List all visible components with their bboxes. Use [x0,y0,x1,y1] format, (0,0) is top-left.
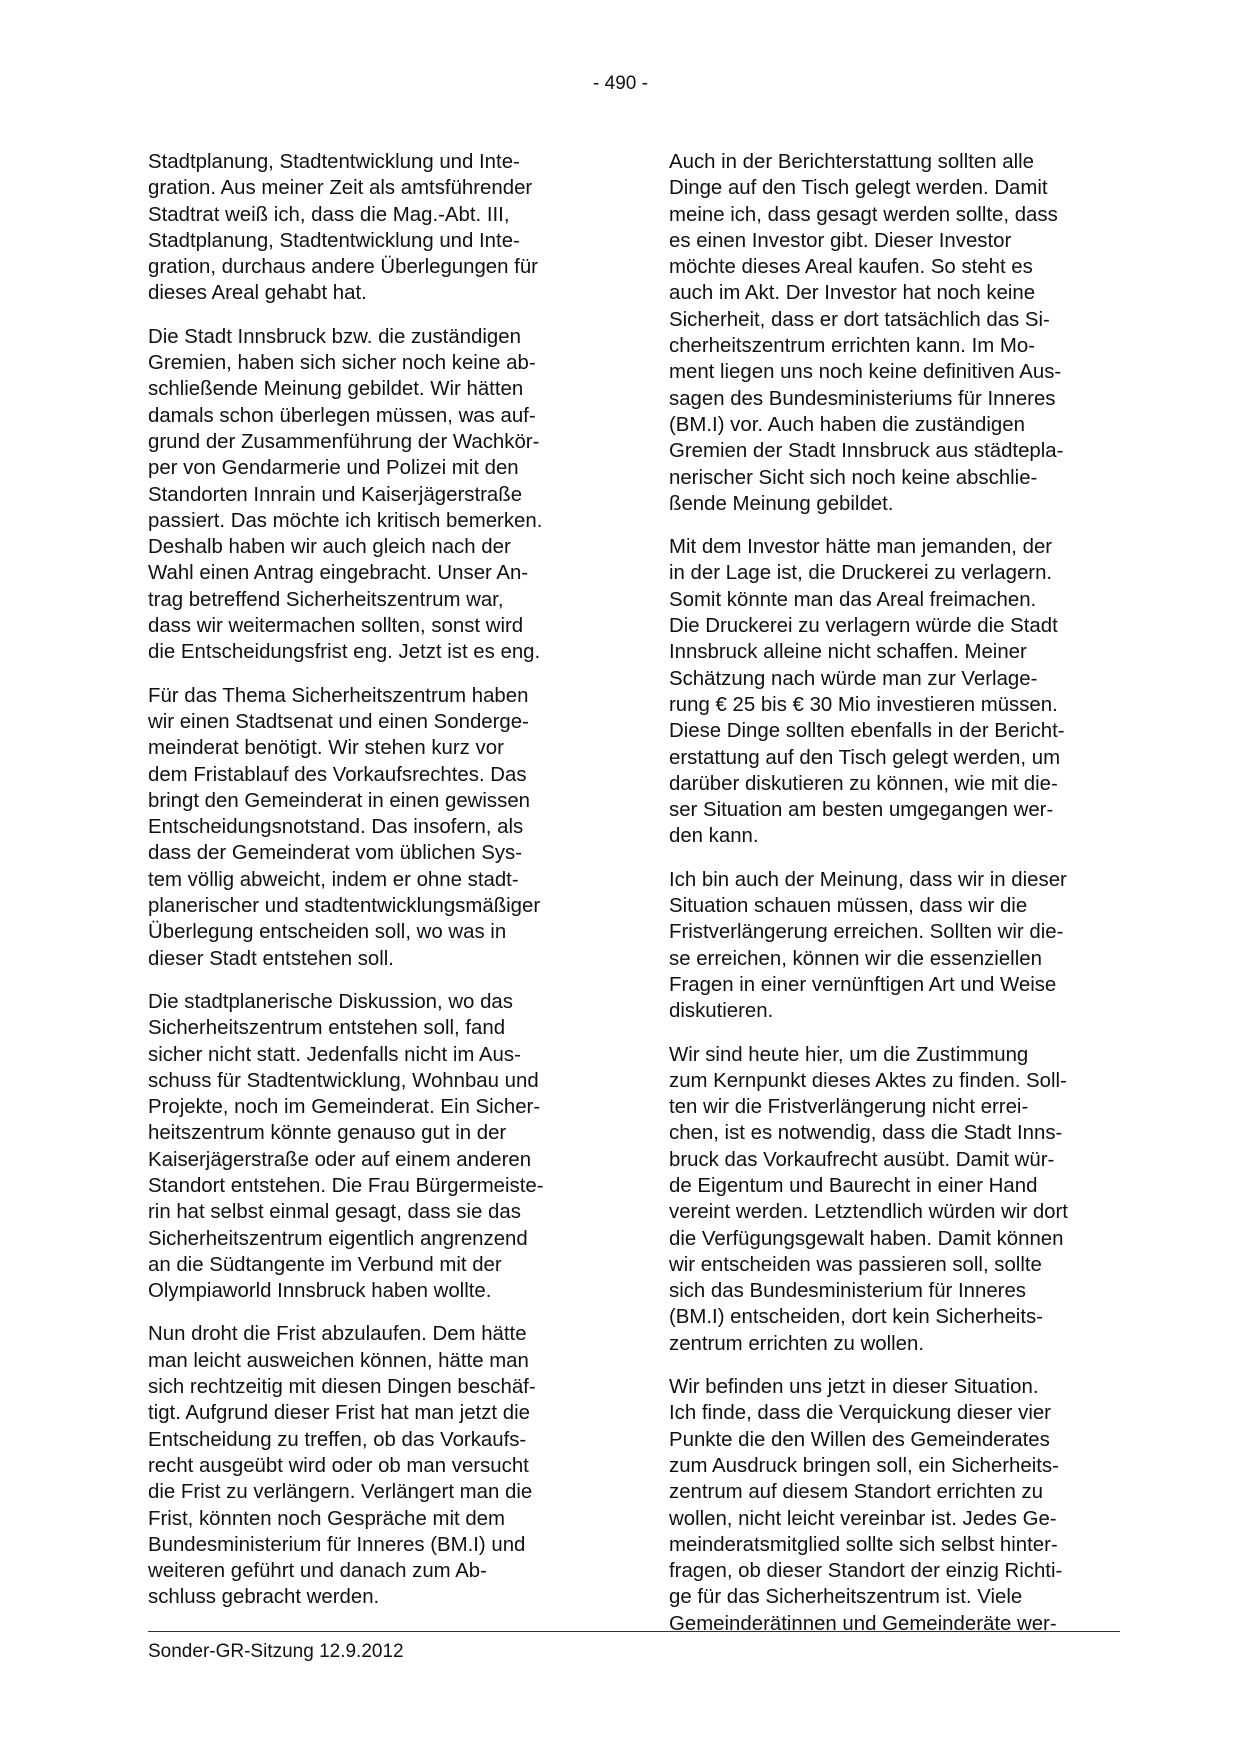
page-number: - 490 - [593,73,648,94]
paragraph: Ich bin auch der Meinung, dass wir in dieser Situation schauen müssen, dass wir die Fristverlängerung erreichen. Sollten wir die- se erreichen, können wir die essenziellen Fragen in einer vernünftigen Art und Weise diskutieren. [669,868,1067,1023]
right-column [669,149,1109,1654]
paragraph: Auch in der Berichterstattung sollten alle Dinge auf den Tisch gelegt werden. Damit meine ich, dass gesagt werden sollte, dass es einen Investor gibt. Dieser Investor möchte dieses Areal kaufen. So steht es auch im Akt. Der Investor hat noch keine Sicherheit, dass er dort tatsächlich das Si- cherheitszentrum errichten kann. Im Mo- ment liegen uns noch keine definitiven Aus- sagen des Bundesministeriums für Inneres (BM.I) vor. Auch haben die zuständigen Gremien der Stadt Innsbruck aus städtepla- nerischer Sicht sich noch keine abschlie- ßende Meinung gebildet. [669,151,1064,515]
paragraph: Die stadtplanerische Diskussion, wo das Sicherheitszentrum entstehen soll, fand sicher nicht statt. Jedenfalls nicht im Aus- schuss für Stadtentwicklung, Wohnbau und Projekte, noch im Gemeinderat. Ein Sicher- heitszentrum könnte genauso gut in der Kaiserjägerstraße oder auf einem anderen Standort entstehen. Die Frau Bürgermeiste- rin hat selbst einmal gesagt, dass sie das Sicherheitszentrum eigentlich angrenzend an die Südtangente im Verbund mit der Olympiaworld Innsbruck haben wollte. [148,990,544,1303]
footer-session-label: Sonder-GR-Sitzung 12.9.2012 [148,1641,404,1662]
paragraph: Wir befinden uns jetzt in dieser Situation. Ich finde, dass die Verquickung dieser vier Punkte die den Willen des Gemeinderates zum Ausdruck bringen soll, ein Sicherheits- zentrum auf diesem Standort errichten zu wollen, nicht leicht vereinbar ist. Jedes Ge- meinderatsmitglied sollte sich selbst hinter- fragen, ob dieser Standort der einzig Richti- ge für das Sicherheitszentrum ist. Viele Gemeinderätinnen und Gemeinderäte wer- [669,1376,1063,1635]
footer-divider [148,1631,1120,1632]
paragraph: Mit dem Investor hätte man jemanden, der in der Lage ist, die Druckerei zu verlagern. Somit könnte man das Areal freimachen. Die Druckerei zu verlagern würde die Stadt Innsbruck alleine nicht schaffen. Meiner Schätzung nach würde man zur Verlage- rung € 25 bis € 30 Mio investieren müssen. Diese Dinge sollten ebenfalls in der Bericht- erstattung auf den Tisch gelegt werden, um darüber diskutieren zu können, wie mit die- ser Situation am besten umgegangen wer- den kann. [669,536,1065,848]
paragraph: Die Stadt Innsbruck bzw. die zuständigen Gremien, haben sich sicher noch keine ab- schließende Meinung gebildet. Wir hätten damals schon überlegen müssen, was auf- grund der Zusammenführung der Wachkör- per von Gendarmerie und Polizei mit den Standorten Innrain und Kaiserjägerstraße passiert. Das möchte ich kritisch bemerken. Deshalb haben wir auch gleich nach der Wahl einen Antrag eingebracht. Unser An- trag betreffend Sicherheitszentrum war, dass wir weitermachen sollten, sonst wird die Entscheidungsfrist eng. Jetzt ist es eng. [148,325,543,664]
left-column [148,149,588,1628]
paragraph: Nun droht die Frist abzulaufen. Dem hätte man leicht ausweichen können, hätte man sich rechtzeitig mit diesen Dingen beschäf- tigt. Aufgrund dieser Frist hat man jetzt die Entscheidung zu treffen, ob das Vorkaufs- recht ausgeübt wird oder ob man versucht die Frist zu verlängern. Verlängert man die Frist, könnten noch Gespräche mit dem Bundesministerium für Inneres (BM.I) und weiteren geführt und danach zum Ab- schluss gebracht werden. [148,1323,536,1609]
paragraph: Für das Thema Sicherheitszentrum haben wir einen Stadtsenat und einen Sonderge- meinderat benötigt. Wir stehen kurz vor dem Fristablauf des Vorkaufsrechtes. Das bringt den Gemeinderat in einen gewissen Entscheidungsnotstand. Das insofern, als dass der Gemeinderat vom üblichen Sys- tem völlig abweicht, indem er ohne stadt- planerischer und stadtentwicklungsmäßiger Überlegung entscheiden soll, wo was in dieser Stadt entstehen soll. [148,684,541,970]
paragraph: Stadtplanung, Stadtentwicklung und Inte- gration. Aus meiner Zeit als amtsführender Stadtrat weiß ich, dass die Mag.-Abt. III, Stadtplanung, Stadtentwicklung und Inte- gration, durchaus andere Überlegungen für dieses Areal gehabt hat. [148,151,538,305]
paragraph: Wir sind heute hier, um die Zustimmung zum Kernpunkt dieses Aktes zu finden. Soll- ten wir die Fristverlängerung nicht errei- chen, ist es notwendig, dass die Stadt Inns- bruck das Vorkaufrecht ausübt. Damit wür- de Eigentum und Baurecht in einer Hand vereint werden. Letztendlich würden wir dort die Verfügungsgewalt haben. Damit können wir entscheiden was passieren soll, sollte sich das Bundesministerium für Inneres (BM.I) entscheiden, dort kein Sicherheits- zentrum errichten zu wollen. [669,1043,1068,1355]
